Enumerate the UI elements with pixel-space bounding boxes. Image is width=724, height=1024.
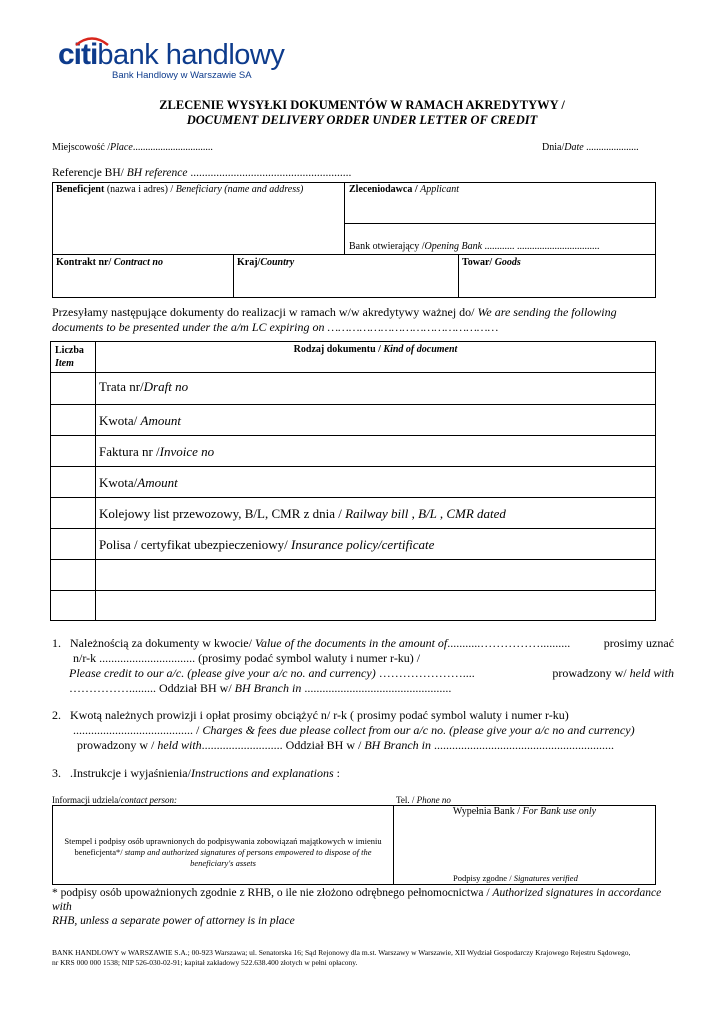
section-1-l4-en: BH Branch in (234, 681, 302, 695)
opening-bank-label-en: Opening Bank (424, 241, 483, 252)
row-label-en: Amount (140, 413, 181, 428)
beneficiary-field[interactable] (56, 184, 303, 195)
date-label-en: Date (564, 142, 584, 153)
beneficiary-mid: (nazwa i adres) / (106, 184, 174, 195)
intro-text (52, 305, 662, 335)
page-footer (52, 948, 682, 968)
form-title-en: DOCUMENT DELIVERY ORDER UNDER LETTER OF CREDIT (186, 113, 538, 127)
applicant-label-en: Applicant (420, 184, 459, 195)
beneficiary-label: Beneficjent (56, 184, 105, 195)
place-field[interactable] (52, 142, 213, 153)
verified-pl: Podpisy zgodne / (453, 873, 512, 883)
opening-bank-label: Bank otwierający / (349, 241, 425, 252)
phone-label-en: Phone no (416, 795, 451, 805)
section-2-l2-en: Charges & fees due please collect from our a/c no. (please give your a/c no and currency) (202, 723, 635, 737)
form-title-pl: ZLECENIE WYSYŁKI DOKUMENTÓW W RAMACH AKREDYTYWY / (159, 98, 565, 112)
table-row[interactable] (99, 599, 649, 617)
citi-arc-icon (72, 34, 112, 46)
section-1-l3-en: Please credit to our a/c. (please give your a/c no. and currency) (69, 666, 376, 680)
col-kind-header (95, 344, 656, 355)
section-2-l2-dots: ........................................ / (73, 723, 200, 737)
beneficiary-label-en: Beneficiary (name and address) (175, 184, 304, 195)
row-label-pl: Trata nr/ (99, 379, 144, 394)
stamp-label-en: stamp and authorized signatures of persons empowered to dispose of the beneficiary's assets (124, 847, 372, 868)
table-row[interactable] (99, 537, 434, 553)
reference-dots: ........................................................ (187, 167, 352, 179)
goods-label-en: Goods (494, 257, 521, 268)
date-label: Dnia/ (542, 142, 565, 153)
row-label-en: Insurance policy/certificate (291, 537, 435, 552)
footer-line-2: nr KRS 000 000 1538; NIP 526-030-02-91; kapitał zakładowy 522.638.400 złotych w pełni opłacony. (52, 958, 358, 967)
footnote-en2: RHB, unless a separate power of attorney is in place (52, 915, 295, 927)
place-dots: ................................ (132, 142, 213, 153)
reference-label-en: BH reference (126, 167, 188, 179)
verified-en: Signatures verified (513, 873, 578, 883)
row-label-pl: Kwota/ (99, 413, 141, 428)
table-row[interactable] (99, 506, 506, 522)
section-3 (52, 766, 340, 781)
table-row[interactable] (99, 444, 214, 460)
section-3-colon: : (333, 766, 340, 780)
opening-bank-dots: ............ ................................. (482, 241, 600, 252)
section-2-l3-end: ............................................................ (430, 738, 614, 752)
section-1-l1-en: Value of the documents in the amount of (254, 636, 448, 650)
stamp-label-pl: Stempel i podpisy osób uprawnionych do podpisywania zobowiązań majątkowych w imieniu beneficjenta*/ (64, 836, 382, 857)
table-row[interactable] (99, 568, 649, 586)
intro-en1: We are sending the following (477, 305, 617, 319)
contact-label: Informacji udziela/ (52, 795, 121, 805)
table-row[interactable] (99, 379, 188, 395)
section-1-l4-end: ................................................. (301, 681, 452, 695)
col-kind-en: Kind of document (383, 344, 458, 355)
section-2-l3-mid: Oddział BH w / (285, 738, 362, 752)
section-2-num: 2. (52, 708, 61, 722)
section-1-l2: n/r-k ................................ (prosimy podać symbol waluty i numer r-ku) / (73, 651, 421, 665)
footnote-en1: Authorized signatures in accordance with (52, 887, 662, 913)
goods-field[interactable] (462, 257, 521, 268)
section-1-l1-dots: ...........…………….......... (447, 636, 571, 650)
bank-use-label (393, 806, 656, 817)
opening-bank-field[interactable] (349, 241, 600, 252)
reference-label: Referencje BH/ (52, 167, 124, 179)
row-label-en: Railway bill , B/L , CMR dated (345, 506, 506, 521)
logo-bank-text: bank handlowy (97, 39, 285, 71)
section-2-l3-dots: ........................... (201, 738, 283, 752)
section-2-l3-pl: prowadzony w / (77, 738, 155, 752)
row-label-en: Invoice no (159, 444, 215, 459)
section-3-pl: .Instrukcje i wyjaśnienia/ (70, 766, 191, 780)
contact-label-en: contact person: (120, 795, 177, 805)
country-label: Kraj/ (237, 257, 261, 268)
section-1 (52, 636, 674, 696)
contract-label-en: Contract no (113, 257, 163, 268)
section-1-num: 1. (52, 636, 61, 650)
signatures-verified-label (453, 873, 578, 883)
contract-field[interactable] (56, 257, 163, 268)
country-label-en: Country (260, 257, 295, 268)
section-1-l4-mid: Oddział BH w/ (159, 681, 232, 695)
logo-citi-text: citi (58, 38, 98, 71)
phone-label: Tel. / (396, 795, 415, 805)
section-1-l3-dots: ………………….... (378, 666, 475, 680)
bank-use-en: For Bank use only (522, 806, 597, 817)
table-row[interactable] (99, 475, 178, 491)
table-row[interactable] (99, 413, 181, 429)
place-label-en: Place (110, 142, 133, 153)
section-2-l3-en: held with (157, 738, 202, 752)
row-label-en: Amount (137, 475, 178, 490)
applicant-field[interactable] (349, 184, 459, 195)
col-kind-pl: Rodzaj dokumentu / (293, 344, 381, 355)
col-item-en: Item (55, 358, 74, 369)
logo-subtitle: Bank Handlowy w Warszawie SA (112, 70, 252, 81)
bh-reference-field[interactable] (52, 167, 351, 179)
date-dots: ..................... (583, 142, 639, 153)
footer-line-1: BANK HANDLOWY w WARSZAWIE S.A.; 00-923 Warszawa; ul. Senatorska 16; Sąd Rejonowy dla m.st. Warszawy w Warszawie, XII Wydział Gospodarczy Krajowego Rejestru Sądowego, (52, 948, 631, 957)
phone-field[interactable] (396, 795, 451, 805)
applicant-label: Zleceniodawca / (349, 184, 418, 195)
section-1-l3-en2: held with (629, 666, 674, 680)
contract-label: Kontrakt nr/ (56, 257, 112, 268)
date-field[interactable] (542, 142, 639, 153)
col-item-header (55, 344, 84, 370)
row-label-en: Draft no (143, 379, 189, 394)
row-label-pl: Kolejowy list przewozowy, B/L, CMR z dnia / (99, 506, 346, 521)
section-1-l1-pl: Należnością za dokumenty w kwocie/ (70, 636, 252, 650)
section-3-en: Instructions and explanations (190, 766, 334, 780)
country-field[interactable] (237, 257, 294, 268)
signature-stamp-area[interactable] (56, 836, 390, 869)
row-label-pl: Faktura nr / (99, 444, 160, 459)
bank-use-pl: Wypełnia Bank / (452, 806, 521, 817)
footnote (52, 886, 672, 928)
footnote-pl: * podpisy osób upoważnionych zgodnie z RHB, o ile nie złożono odrębnego pełnomocnictwa / (52, 887, 490, 899)
place-label: Miejscowość / (52, 142, 111, 153)
section-1-l4-dots: ……………......... (69, 681, 156, 695)
section-2-l3-en2: BH Branch in (364, 738, 431, 752)
section-2 (52, 708, 674, 753)
row-label-pl: Polisa / certyfikat ubezpieczeniowy/ (99, 537, 292, 552)
row-label-pl: Kwota/ (99, 475, 138, 490)
section-3-num: 3. (52, 766, 61, 780)
goods-label: Towar/ (462, 257, 493, 268)
section-1-l3-end: prowadzony w/ (552, 666, 627, 680)
section-2-l1: Kwotą należnych prowizji i opłat prosimy obciążyć n/ r-k ( prosimy podać symbol waluty i numer r-ku) (70, 708, 569, 722)
col-item-pl: Liczba (55, 345, 84, 356)
intro-en2: documents to be presented under the a/m LC expiring on ………………………………………… (52, 320, 499, 334)
parties-box (52, 182, 656, 298)
section-1-l1-end: prosimy uznać (603, 636, 674, 650)
contact-field[interactable] (52, 795, 177, 805)
intro-pl: Przesyłamy następujące dokumenty do realizacji w ramach w/w akredytywy ważnej do/ (52, 305, 475, 319)
